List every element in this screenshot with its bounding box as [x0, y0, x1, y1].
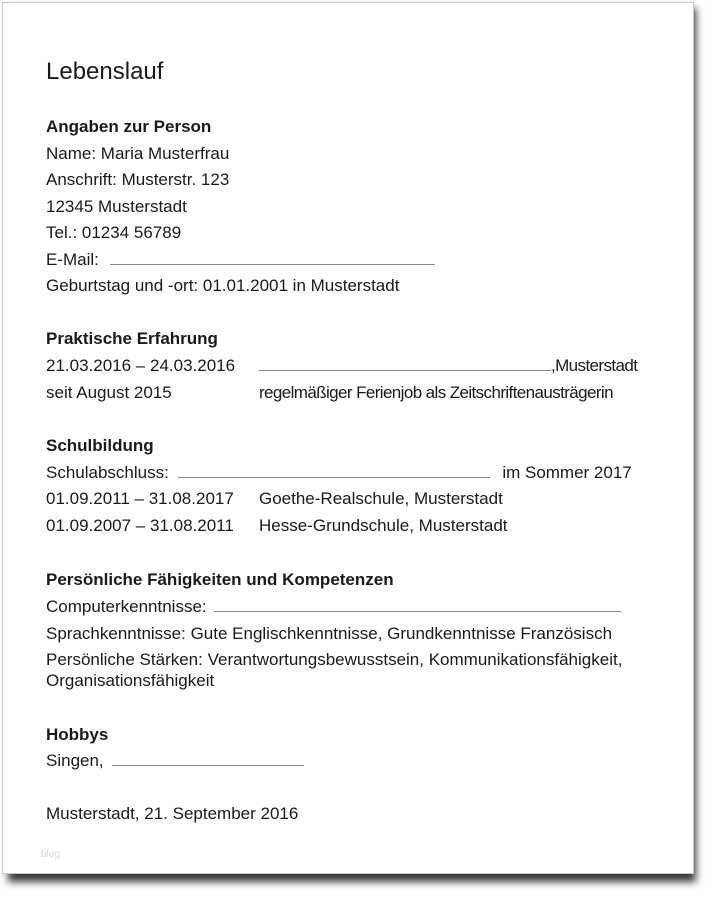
- experience-date: seit August 2015: [46, 383, 172, 402]
- education-school: Goethe-Realschule, Musterstadt: [259, 489, 503, 508]
- place-date-signature: Musterstadt, 21. September 2016: [46, 804, 299, 823]
- personal-birth: Geburtstag und -ort: 01.01.2001 in Musterstadt: [46, 276, 400, 295]
- section-heading-experience: Praktische Erfahrung: [46, 329, 218, 348]
- education-entry: [46, 489, 666, 509]
- education-school: Hesse-Grundschule, Musterstadt: [259, 516, 508, 535]
- page-title: Lebenslauf: [46, 58, 164, 85]
- experience-detail: [259, 356, 637, 376]
- document-page: [2, 2, 694, 874]
- section-heading-skills: Persönliche Fähigkeiten und Kompetenzen: [46, 570, 394, 589]
- degree-label: Schulabschluss:: [46, 463, 169, 482]
- education-degree-row: [46, 463, 632, 483]
- email-label: E-Mail:: [46, 250, 99, 269]
- experience-date: 21.03.2016 – 24.03.2016: [46, 356, 236, 375]
- hobbies-text: Singen,: [46, 751, 104, 770]
- education-date: 01.09.2007 – 31.08.2011: [46, 516, 234, 535]
- hobbies-blank-line: [112, 751, 304, 766]
- personal-name: Name: Maria Musterfrau: [46, 144, 230, 163]
- personal-address-line1: Anschrift: Musterstr. 123: [46, 170, 230, 189]
- personal-email-row: [46, 250, 435, 270]
- skills-strengths-line1: Persönliche Stärken: Verantwortungsbewusstsein, Kommunikationsfähigkeit,: [46, 650, 623, 669]
- section-heading-hobbies: Hobbys: [46, 725, 109, 744]
- personal-address-line2: 12345 Musterstadt: [46, 197, 187, 216]
- personal-phone: Tel.: 01234 56789: [46, 223, 182, 242]
- section-heading-education: Schulbildung: [46, 436, 154, 455]
- watermark: blog: [41, 849, 60, 860]
- degree-when: im Sommer 2017: [502, 463, 632, 482]
- education-date: 01.09.2011 – 31.08.2017: [46, 489, 234, 508]
- skills-strengths-line2: Organisationsfähigkeit: [46, 671, 215, 690]
- experience-detail: regelmäßiger Ferienjob als Zeitschriftenausträgerin: [259, 383, 613, 402]
- experience-entry: [46, 356, 666, 376]
- section-heading-personal: Angaben zur Person: [46, 117, 212, 136]
- experience-place: ,Musterstadt: [551, 356, 638, 375]
- computer-blank-line: [214, 597, 621, 612]
- skills-computer-row: [46, 597, 621, 617]
- degree-blank-line: [178, 463, 490, 478]
- computer-label: Computerkenntnisse:: [46, 597, 207, 616]
- hobbies-row: [46, 751, 304, 771]
- experience-entry: [46, 383, 666, 403]
- experience-blank-line: [259, 356, 551, 371]
- email-blank-line: [110, 250, 435, 265]
- education-entry: [46, 516, 666, 536]
- skills-languages: Sprachkenntnisse: Gute Englischkenntnisse, Grundkenntnisse Französisch: [46, 624, 613, 643]
